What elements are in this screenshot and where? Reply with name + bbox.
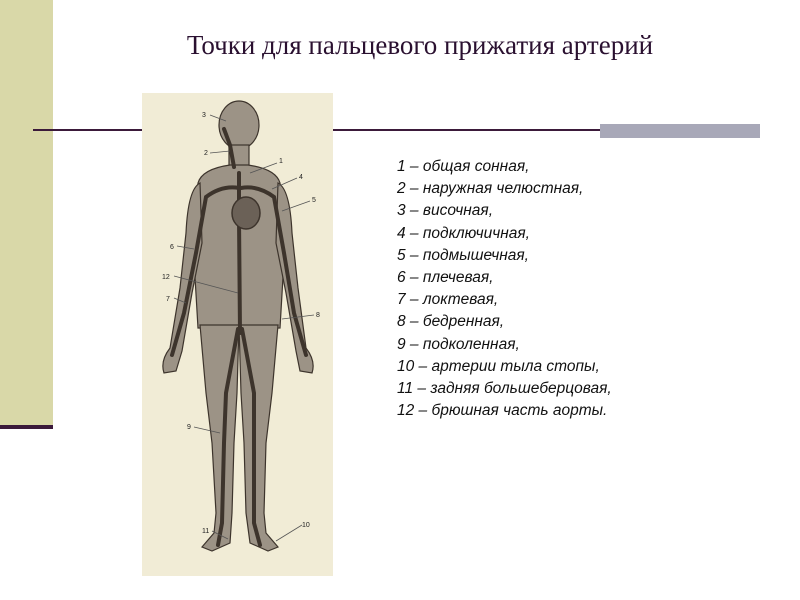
legend-item: 11 – задняя большеберцовая, — [397, 380, 612, 398]
label-7: 7 — [166, 296, 170, 303]
legend-item: 5 – подмышечная, — [397, 246, 529, 264]
label-3: 3 — [202, 112, 206, 119]
label-4: 4 — [299, 174, 303, 181]
aorta-path — [239, 173, 240, 333]
heart-shape — [232, 197, 260, 229]
label-5: 5 — [312, 197, 316, 204]
legend-item: 4 – подключичная, — [397, 224, 530, 242]
legend-item: 8 – бедренная, — [397, 313, 505, 331]
head-shape — [219, 101, 259, 149]
label-12: 12 — [162, 274, 170, 281]
label-6: 6 — [170, 244, 174, 251]
legend-item: 12 – брюшная часть аорты. — [397, 402, 608, 420]
title-rule-left — [33, 129, 143, 131]
left-leg-shape — [239, 325, 278, 551]
label-9: 9 — [187, 424, 191, 431]
label-2: 2 — [204, 150, 208, 157]
label-8: 8 — [316, 312, 320, 319]
slide-title: Точки для пальцевого прижатия артерий — [186, 30, 654, 60]
left-decor-band — [0, 0, 53, 426]
human-body-arteries-illustration — [142, 93, 333, 576]
artery-legend — [397, 156, 612, 422]
title-rule-right — [333, 129, 600, 131]
legend-item: 3 – височная, — [397, 202, 493, 220]
legend-item: 7 – локтевая, — [397, 291, 499, 309]
label-11: 11 — [202, 528, 210, 535]
label-10: 10 — [302, 522, 310, 529]
legend-item: 2 – наружная челюстная, — [397, 180, 584, 198]
legend-item: 10 – артерии тыла стопы, — [397, 357, 600, 375]
legend-item: 1 – общая сонная, — [397, 158, 530, 175]
label-1: 1 — [279, 158, 283, 165]
left-band-underline — [0, 425, 53, 429]
legend-item: 9 – подколенная, — [397, 335, 520, 353]
anatomy-figure — [142, 93, 333, 576]
legend-item: 6 – плечевая, — [397, 269, 494, 287]
title-rule-accent-block — [600, 124, 760, 138]
